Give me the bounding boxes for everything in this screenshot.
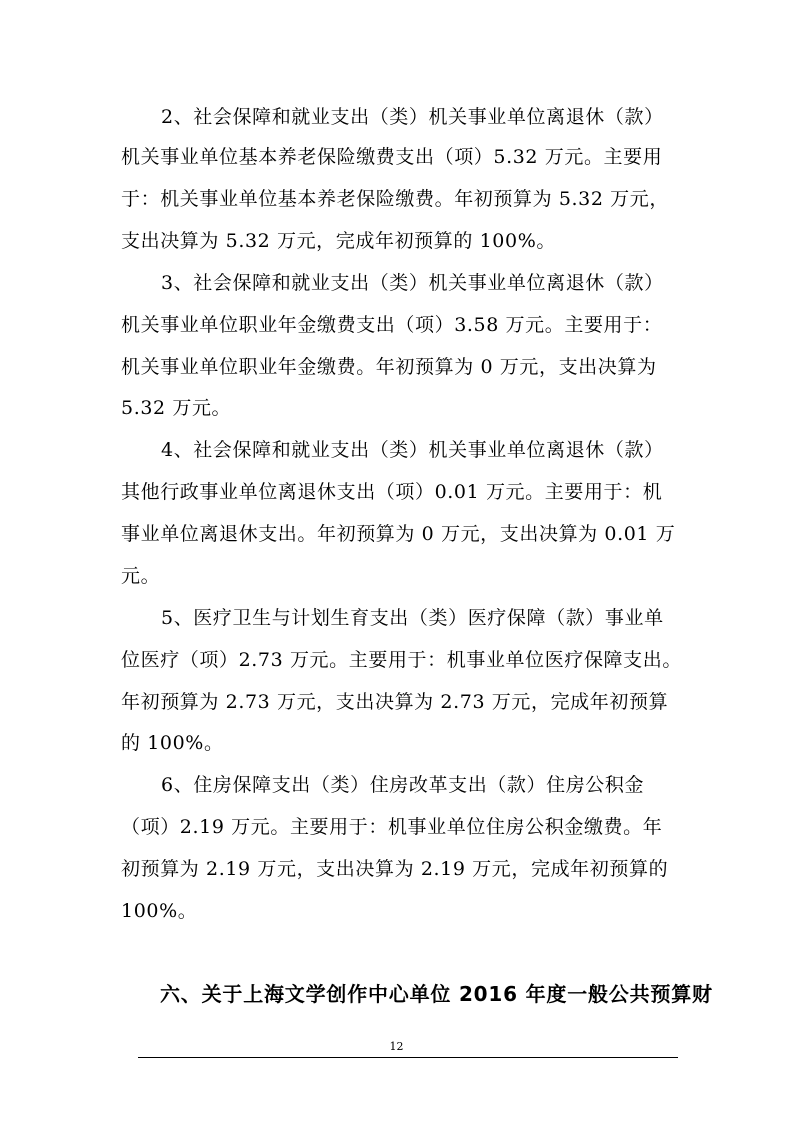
paragraph-line: 5、医疗卫生与计划生育支出（类）医疗保障（款）事业单: [161, 607, 664, 629]
paragraph-line: 支出决算为 5.32 万元，完成年初预算的 100%。: [121, 230, 556, 252]
paragraph-line: （项）2.19 万元。主要用于：机事业单位住房公积金缴费。年: [121, 816, 663, 838]
paragraph-line: 于：机关事业单位基本养老保险缴费。年初预算为 5.32 万元，: [121, 188, 669, 210]
paragraph-line: 5.32 万元。: [121, 397, 232, 419]
paragraph-line: 事业单位离退休支出。年初预算为 0 万元，支出决算为 0.01 万: [121, 523, 676, 545]
paragraph-line: 位医疗（项）2.73 万元。主要用于：机事业单位医疗保障支出。: [121, 649, 682, 671]
paragraph-line: 3、社会保障和就业支出（类）机关事业单位离退休（款）: [161, 272, 664, 294]
paragraph-line: 100%。: [121, 900, 198, 922]
section-heading: 六、关于上海文学创作中心单位 2016 年度一般公共预算财: [160, 982, 713, 1006]
page-number: 12: [389, 1040, 404, 1053]
paragraph-line: 其他行政事业单位离退休支出（项）0.01 万元。主要用于：机: [121, 481, 663, 503]
paragraph-line: 机关事业单位职业年金缴费。年初预算为 0 万元，支出决算为: [121, 356, 657, 378]
paragraph-line: 4、社会保障和就业支出（类）机关事业单位离退休（款）: [161, 439, 664, 461]
paragraph-line: 元。: [121, 565, 161, 587]
paragraph-line: 6、住房保障支出（类）住房改革支出（款）住房公积金: [161, 774, 645, 796]
paragraph-line: 2、社会保障和就业支出（类）机关事业单位离退休（款）: [161, 106, 664, 128]
paragraph-line: 年初预算为 2.73 万元，支出决算为 2.73 万元，完成年初预算: [121, 691, 669, 713]
paragraph-line: 机关事业单位职业年金缴费支出（项）3.58 万元。主要用于：: [121, 314, 663, 336]
paragraph-line: 初预算为 2.19 万元，支出决算为 2.19 万元，完成年初预算的: [121, 858, 669, 880]
paragraph-line: 的 100%。: [121, 732, 224, 754]
paragraph-line: 机关事业单位基本养老保险缴费支出（项）5.32 万元。主要用: [121, 146, 663, 168]
footer-divider: [138, 1057, 678, 1058]
